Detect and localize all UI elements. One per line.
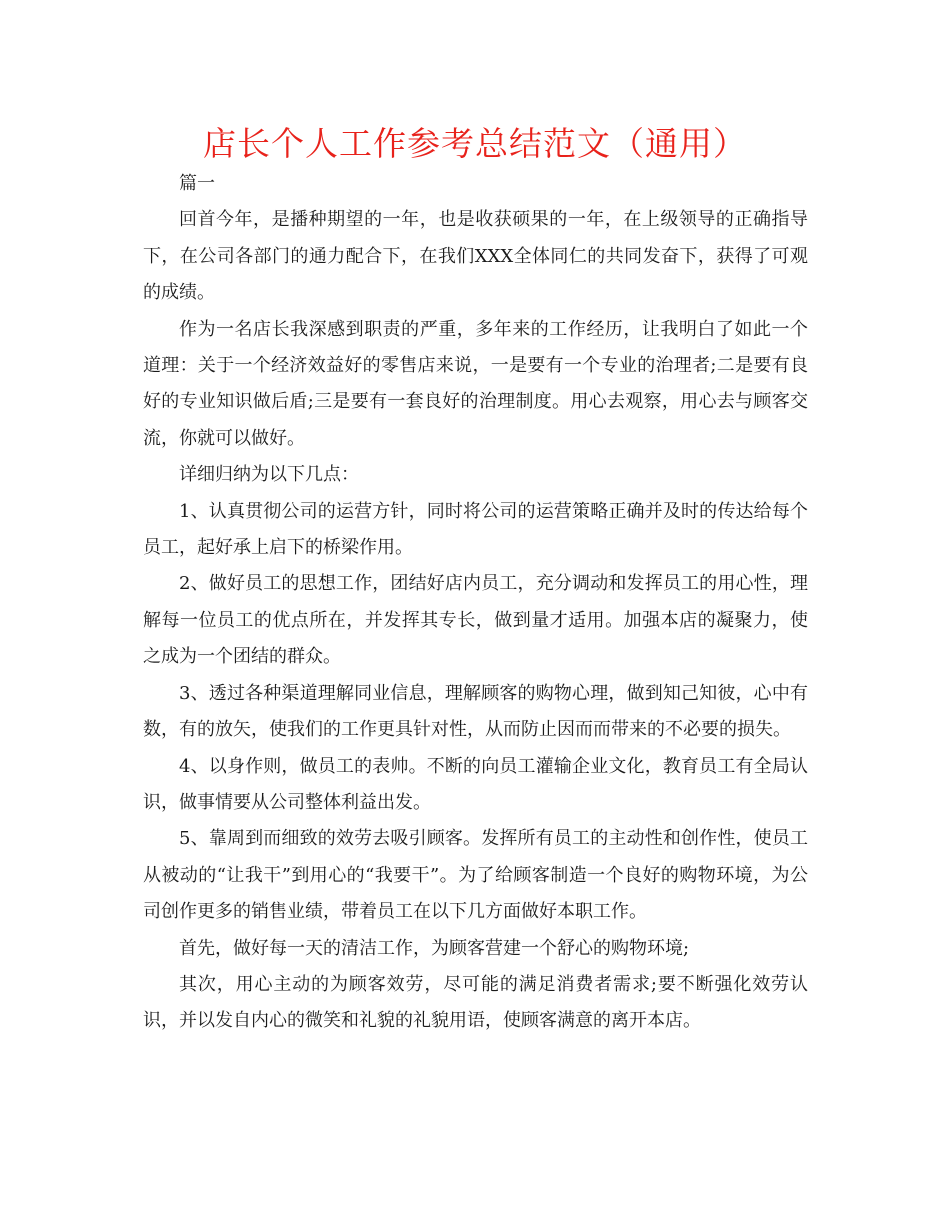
list-item: 1、认真贯彻公司的运营方针，同时将公司的运营策略正确并及时的传达给每个员工，起好承上启下的桥梁作用。	[143, 500, 808, 559]
paragraph: 其次，用心主动的为顾客效劳，尽可能的满足消费者需求;要不断强化效劳认识，并以发自内心的微笑和礼貌的礼貌用语，使顾客满意的离开本店。	[143, 973, 808, 1032]
paragraph-section-label: 篇一	[179, 173, 215, 194]
list-item: 2、做好员工的思想工作，团结好店内员工，充分调动和发挥员工的用心性，理解每一位员工的优点所在，并发挥其专长，做到量才适用。加强本店的凝聚力，使之成为一个团结的群众。	[143, 573, 808, 668]
list-item: 3、透过各种渠道理解同业信息，理解顾客的购物心理，做到知己知彼，心中有数，有的放矢，使我们的工作更具针对性，从而防止因而而带来的不必要的损失。	[143, 682, 808, 741]
paragraph: 详细归纳为以下几点：	[179, 464, 359, 486]
paragraph: 作为一名店长我深感到职责的严重，多年来的工作经历，让我明白了如此一个道理：关于一个经济效益好的零售店来说，一是要有一个专业的治理者;二是要有良好的专业知识做后盾;三是要有一套良好的治理制度。用心去观察，用心去与顾客交流，你就可以做好。	[143, 318, 808, 449]
document-title: 店长个人工作参考总结范文（通用）	[203, 124, 747, 163]
list-item: 5、靠周到而细致的效劳去吸引顾客。发挥所有员工的主动性和创作性，使员工从被动的“让我干”到用心的“我要干”。为了给顾客制造一个良好的购物环境，为公司创作更多的销售业绩，带着员工在以下几方面做好本职工作。	[143, 828, 808, 923]
document-body	[143, 166, 808, 1040]
list-item: 4、以身作则，做员工的表帅。不断的向员工灌输企业文化，教育员工有全局认识，做事情要从公司整体利益出发。	[143, 755, 808, 813]
paragraph: 回首今年，是播种期望的一年，也是收获硕果的一年，在上级领导的正确指导下，在公司各部门的通力配合下，在我们XXX全体同仁的共同发奋下，获得了可观的成绩。	[143, 209, 808, 304]
paragraph: 首先，做好每一天的清洁工作，为顾客营建一个舒心的购物环境;	[179, 937, 690, 959]
